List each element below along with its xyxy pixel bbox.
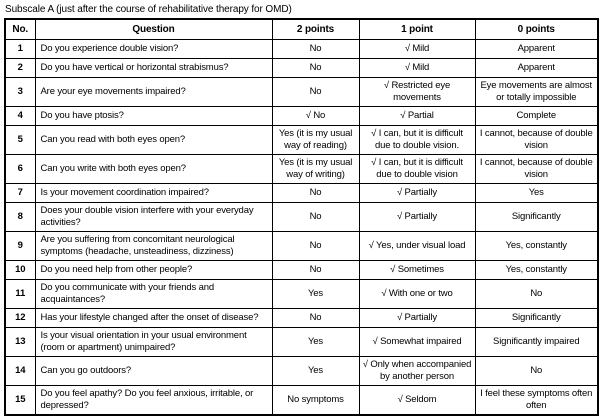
answer-cell-1-point: √ I can, but it is difficult due to double vision. [359,126,475,155]
table-row [5,126,598,155]
table-row [5,155,598,184]
answer-cell-2-points: No [272,203,359,232]
table-row [5,107,598,126]
row-number: 2 [5,59,35,78]
question-cell: Can you read with both eyes open? [35,126,272,155]
row-number: 8 [5,203,35,232]
answer-cell-1-point: √ Sometimes [359,261,475,280]
answer-cell-2-points: No symptoms [272,386,359,416]
question-cell: Are your eye movements impaired? [35,78,272,107]
answer-cell-1-point: √ Mild [359,40,475,59]
answer-cell-2-points: Yes [272,280,359,309]
table-row [5,328,598,357]
answer-cell-0-points: Yes, constantly [475,261,598,280]
question-cell: Can you go outdoors? [35,357,272,386]
question-cell: Are you suffering from concomitant neurological symptoms (headache, unsteadiness, dizziness) [35,232,272,261]
question-cell: Can you write with both eyes open? [35,155,272,184]
answer-cell-1-point: √ Only when accompanied by another person [359,357,475,386]
answer-cell-0-points: I feel these symptoms often often [475,386,598,416]
answer-cell-2-points: No [272,40,359,59]
answer-cell-0-points: Complete [475,107,598,126]
table-row [5,40,598,59]
row-number: 14 [5,357,35,386]
answer-cell-2-points: No [272,232,359,261]
answer-cell-1-point: √ Partially [359,203,475,232]
row-number: 11 [5,280,35,309]
answer-cell-2-points: Yes (it is my usual way of writing) [272,155,359,184]
question-cell: Do you communicate with your friends and acquaintances? [35,280,272,309]
question-cell: Do you experience double vision? [35,40,272,59]
question-cell: Is your visual orientation in your usual environment (room or apartment) unimpaired? [35,328,272,357]
row-number: 12 [5,309,35,328]
question-cell: Do you need help from other people? [35,261,272,280]
row-number: 3 [5,78,35,107]
answer-cell-1-point: √ Yes, under visual load [359,232,475,261]
answer-cell-2-points: No [272,261,359,280]
answer-cell-1-point: √ Partial [359,107,475,126]
table-row [5,280,598,309]
answer-cell-0-points: No [475,280,598,309]
answer-cell-1-point: √ Mild [359,59,475,78]
answer-cell-0-points: Eye movements are almost or totally impossible [475,78,598,107]
answer-cell-0-points: Apparent [475,59,598,78]
subscale-a-table [4,18,599,416]
table-row [5,184,598,203]
column-header-no: No. [5,19,35,40]
answer-cell-2-points: No [272,309,359,328]
question-cell: Is your movement coordination impaired? [35,184,272,203]
column-header-question: Question [35,19,272,40]
answer-cell-2-points: Yes [272,357,359,386]
answer-cell-2-points: √ No [272,107,359,126]
row-number: 4 [5,107,35,126]
answer-cell-0-points: No [475,357,598,386]
answer-cell-2-points: No [272,184,359,203]
table-row [5,309,598,328]
answer-cell-2-points: Yes (it is my usual way of reading) [272,126,359,155]
answer-cell-2-points: No [272,78,359,107]
table-row [5,357,598,386]
column-header-points-1: 1 point [359,19,475,40]
answer-cell-2-points: Yes [272,328,359,357]
answer-cell-1-point: √ With one or two [359,280,475,309]
answer-cell-0-points: Yes, constantly [475,232,598,261]
table-row [5,59,598,78]
table-body [5,40,598,416]
row-number: 7 [5,184,35,203]
header-row [5,19,598,40]
answer-cell-1-point: √ Partially [359,309,475,328]
question-cell: Do you feel apathy? Do you feel anxious, irritable, or depressed? [35,386,272,416]
answer-cell-1-point: √ Partially [359,184,475,203]
table-title: Subscale A (just after the course of rehabilitative therapy for OMD) [5,4,292,15]
row-number: 9 [5,232,35,261]
row-number: 13 [5,328,35,357]
table-row [5,203,598,232]
question-cell: Has your lifestyle changed after the onset of disease? [35,309,272,328]
answer-cell-0-points: Significantly impaired [475,328,598,357]
answer-cell-0-points: Apparent [475,40,598,59]
answer-cell-0-points: Significantly [475,309,598,328]
table-row [5,78,598,107]
answer-cell-0-points: Yes [475,184,598,203]
answer-cell-0-points: I cannot, because of double vision [475,126,598,155]
question-cell: Does your double vision interfere with your everyday activities? [35,203,272,232]
answer-cell-1-point: √ I can, but it is difficult due to double vision [359,155,475,184]
table-header [5,19,598,40]
answer-cell-0-points: I cannot, because of double vision [475,155,598,184]
table-row [5,261,598,280]
answer-cell-1-point: √ Somewhat impaired [359,328,475,357]
row-number: 5 [5,126,35,155]
answer-cell-2-points: No [272,59,359,78]
row-number: 10 [5,261,35,280]
column-header-points-2: 2 points [272,19,359,40]
answer-cell-1-point: √ Seldom [359,386,475,416]
row-number: 1 [5,40,35,59]
question-cell: Do you have ptosis? [35,107,272,126]
column-header-points-0: 0 points [475,19,598,40]
answer-cell-1-point: √ Restricted eye movements [359,78,475,107]
answer-cell-0-points: Significantly [475,203,598,232]
question-cell: Do you have vertical or horizontal strabismus? [35,59,272,78]
row-number: 6 [5,155,35,184]
table-row [5,232,598,261]
row-number: 15 [5,386,35,416]
